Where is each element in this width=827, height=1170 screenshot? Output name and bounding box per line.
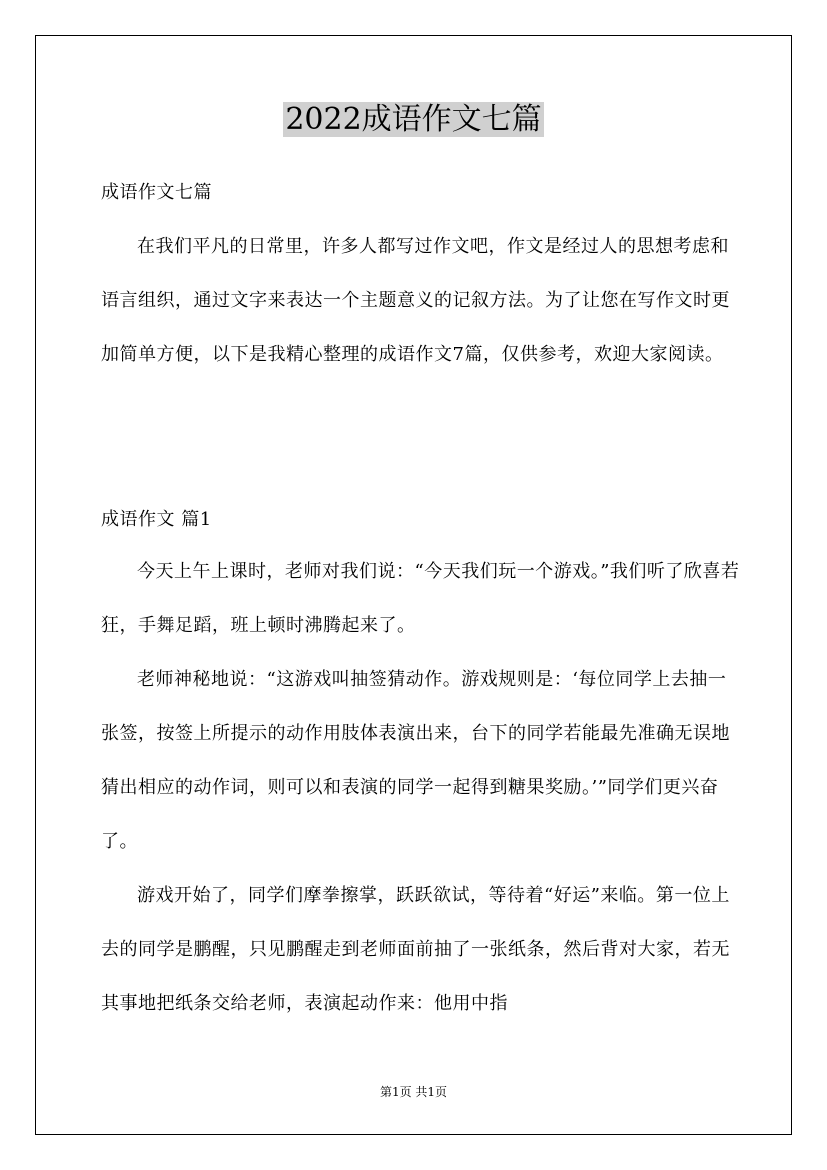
document-subtitle: 成语作文七篇 [101,182,212,203]
page-footer: 第1页 共1页 [379,1085,448,1099]
section-heading: 成语作文 篇1 [101,509,212,530]
body-paragraph-2: 老师神秘地说：“这游戏叫抽签猜动作。游戏规则是：‘每位同学上去抽一张签，按签上所提示的动作用肢体表演出来，台下的同学若能最先准确无误地猜出相应的动作词，则可以和表演的同学一起得到糖果奖励。’”同学们更兴奋了。 [101,669,730,852]
body-paragraph-1: 今天上午上课时，老师对我们说：“今天我们玩一个游戏。”我们听了欣喜若狂，手舞足蹈，班上顿时沸腾起来了。 [101,561,740,636]
document-title [0,100,827,140]
document-title-text: 2022成语作文七篇 [285,102,542,137]
body-paragraph-3: 游戏开始了，同学们摩拳擦掌，跃跃欲试，等待着“好运”来临。第一位上去的同学是鹏醒，只见鹏醒走到老师面前抽了一张纸条，然后背对大家，若无其事地把纸条交给老师，表演起动作来：他用中指 [101,885,730,1014]
intro-paragraph: 在我们平凡的日常里，许多人都写过作文吧，作文是经过人的思想考虑和语言组织，通过文字来表达一个主题意义的记叙方法。为了让您在写作文时更加简单方便，以下是我精心整理的成语作文7篇，仅供参考，欢迎大家阅读。 [101,236,730,365]
